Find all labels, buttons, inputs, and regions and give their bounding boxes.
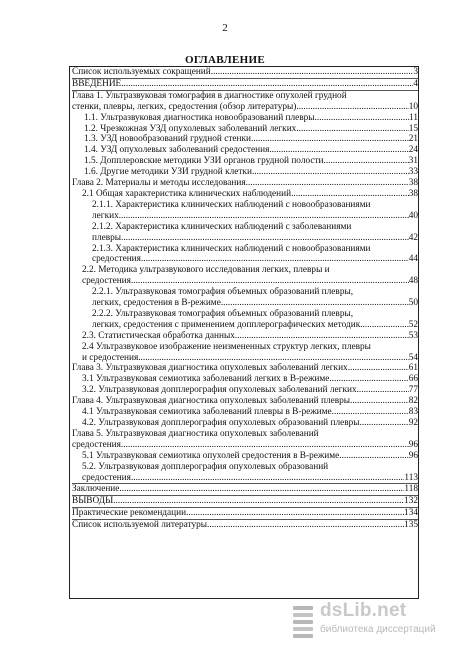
toc-entry [72, 113, 418, 124]
toc-entry [72, 222, 418, 244]
toc-entry [72, 67, 418, 78]
toc-entry-page: 53 [408, 330, 418, 341]
toc-entry-text: 4.1 Ультразвуковая семиотика заболеваний плевры в В-режиме [82, 407, 332, 418]
toc-entry-text: 2.2.2. Ультразвуковая томография объемных образований плевры, [92, 308, 354, 319]
toc-entry-text: 1.4. УЗД опухолевых заболеваний средостения [84, 145, 270, 156]
toc-entry [72, 385, 418, 396]
dot-leader [296, 102, 408, 113]
toc-entry [72, 363, 418, 374]
toc-entry-page: 82 [408, 396, 418, 407]
toc-entry-text: 5.2. Ультразвуковая допплерография опухолевых образований [82, 461, 329, 472]
toc-entry-page: 21 [408, 134, 418, 145]
toc-entry-text: Список используемых сокращений [72, 67, 211, 77]
toc-entry [72, 462, 418, 484]
toc-entry-text: Глава 1. Ультразвуковая томография в диагностике опухолей грудной [72, 90, 347, 101]
toc-entry [72, 78, 418, 90]
toc-entry-page: 61 [408, 363, 418, 374]
toc-entry-page: 83 [408, 407, 418, 418]
toc-entry-text: Глава 2. Материалы и методы исследования. [72, 178, 248, 189]
toc-entry-text: плевры [92, 232, 122, 243]
dslib-logo-icon [290, 602, 316, 642]
watermark [290, 600, 440, 644]
toc-entry [72, 178, 418, 189]
dot-leader [252, 167, 409, 178]
toc-entry-text: 2.2. Методика ультразвукового исследования легких, плевры и [82, 265, 330, 276]
table-of-contents [72, 67, 418, 531]
dot-leader [348, 363, 409, 374]
dot-leader [235, 331, 409, 342]
dot-leader [119, 484, 404, 495]
dot-leader [329, 374, 408, 385]
toc-entry [72, 287, 418, 309]
toc-entry-page: 10 [408, 101, 418, 112]
toc-entry [72, 507, 418, 519]
toc-entry [72, 483, 418, 495]
dot-leader [291, 189, 409, 200]
toc-entry-page: 11 [409, 112, 418, 123]
toc-entry-text: 3.2. Ультразвуковая допплерография опухолевых заболеваний легких [82, 385, 357, 396]
toc-entry-text: и средостения [82, 352, 139, 363]
dot-leader [221, 298, 409, 309]
dot-leader [131, 473, 404, 484]
toc-entry [72, 519, 418, 531]
toc-entry-text: Глава 5. Ультразвуковая диагностика опухолевых заболеваний [72, 428, 319, 439]
toc-entry-text: легких, средостения с применением допплерографических методик [92, 319, 361, 330]
toc-entry-page: 134 [404, 508, 418, 519]
toc-entry [72, 156, 418, 167]
watermark-site: dsLib.net [320, 600, 407, 621]
toc-entry-page: 118 [404, 484, 418, 495]
toc-entry-text: Глава 3. Ультразвуковая диагностика опухолевых заболеваний легких [72, 363, 348, 374]
toc-entry-page: 33 [408, 167, 418, 178]
toc-entry [72, 331, 418, 342]
dot-leader [269, 145, 408, 156]
toc-entry [72, 200, 418, 222]
page-number: 2 [222, 22, 228, 34]
toc-entry [72, 145, 418, 156]
dot-leader [360, 320, 408, 331]
watermark-tagline: библиотека диссертаций [320, 624, 436, 635]
toc-entry [72, 167, 418, 178]
toc-entry-text: ВЫВОДЫ [72, 496, 114, 507]
toc-entry-text: Практические рекомендации [72, 508, 187, 519]
toc-entry-text: средостения [92, 254, 141, 265]
dot-leader [360, 418, 409, 429]
toc-entry-page: 135 [404, 520, 418, 531]
toc-entry-text: 2.4 Ультразвуковое изображение неизмененных структур легких, плевры [82, 341, 371, 352]
toc-entry [72, 134, 418, 145]
toc-entry-page: 24 [408, 145, 418, 156]
toc-entry-page: 52 [408, 319, 418, 330]
toc-entry-text: Список используемой литературы [72, 520, 208, 531]
toc-entry-page: 3 [413, 67, 418, 77]
dot-leader [326, 156, 409, 167]
toc-entry-text: 5.1 Ультразвуковая семиотика опухолей средостения в В-режиме [82, 450, 340, 461]
dot-leader [357, 385, 409, 396]
toc-entry-text: 2.1.1. Характеристика клинических наблюдений с новообразованиями [92, 199, 371, 210]
toc-entry-page: 31 [408, 156, 418, 167]
toc-entry-text: 3.1 Ультразвуковая семиотика заболеваний легких в В-режиме [82, 374, 330, 385]
toc-entry-page: 42 [408, 232, 418, 243]
toc-entry-text: 2.1.3. Характеристика клинических наблюдений с новообразованиями [92, 243, 371, 254]
toc-entry-text: 1.3. УЗД новообразований грудной стенки [84, 134, 251, 145]
toc-entry-page: 92 [408, 418, 418, 428]
toc-entry-page: 66 [408, 374, 418, 385]
toc-entry-page: 50 [408, 298, 418, 309]
toc-entry-text: 1.5. Допплеровские методики УЗИ органов грудной полости. [84, 156, 326, 167]
dot-leader [350, 396, 409, 407]
toc-entry-page: 113 [404, 472, 418, 483]
toc-entry [72, 396, 418, 407]
toc-entry-page: 96 [408, 450, 418, 461]
dot-leader [121, 233, 409, 244]
toc-entry [72, 429, 418, 451]
dot-leader [121, 79, 413, 90]
dot-leader [207, 520, 404, 531]
toc-entry-page: 132 [404, 496, 418, 507]
toc-entry-text: 2.3. Статистическая обработка данных [82, 330, 235, 341]
dot-leader [339, 451, 408, 462]
dot-leader [248, 178, 409, 189]
dot-leader [119, 211, 409, 222]
toc-entry-page: 44 [408, 254, 418, 265]
dot-leader [296, 124, 408, 135]
toc-entry [72, 244, 418, 266]
toc-entry-page: 38 [408, 188, 418, 199]
toc-entry [72, 189, 418, 200]
toc-entry [72, 495, 418, 507]
toc-entry-page: 15 [408, 123, 418, 134]
toc-title: ОГЛАВЛЕНИЕ [185, 54, 265, 66]
toc-entry-text: 2.2.1. Ультразвуковая томография объемных образований плевры, [92, 287, 354, 298]
toc-entry [72, 407, 418, 418]
toc-entry-text: 1.1. Ультразвуковая диагностика новообразований плевры [84, 112, 315, 123]
toc-entry-text: легких, средостения в В-режиме [92, 298, 221, 309]
toc-entry-text: средостения [82, 472, 131, 483]
toc-entry-text: 2.1 Общая характеристика клинических наблюдений [82, 188, 292, 199]
toc-entry-text: 2.1.2. Характеристика клинических наблюдений с заболеваниями [92, 221, 352, 232]
toc-entry-page: 48 [408, 276, 418, 287]
toc-entry-text: Глава 4. Ультразвуковая диагностика опухолевых заболеваний плевры [72, 396, 350, 407]
toc-entry [72, 124, 418, 135]
toc-entry-page: 4 [413, 78, 418, 89]
dot-leader [123, 440, 408, 451]
toc-entry [72, 451, 418, 462]
dot-leader [113, 496, 404, 507]
toc-entry-text: 4.2. Ультразвуковая допплерография опухолевых образований плевры [82, 418, 360, 428]
toc-entry-text: легких [92, 210, 119, 221]
dot-leader [131, 276, 409, 287]
dot-leader [138, 353, 408, 364]
toc-entry-text: Заключение [72, 484, 120, 495]
toc-entry [72, 418, 418, 429]
toc-entry [72, 309, 418, 331]
toc-entry-text: 1.6. Другие методики УЗИ грудной клетки [84, 167, 252, 178]
dot-leader [186, 508, 404, 519]
toc-entry-text: средостения. [72, 439, 124, 450]
toc-entry [72, 374, 418, 385]
toc-entry-text: средостения [82, 276, 131, 287]
toc-entry-page: 96 [408, 439, 418, 450]
dot-leader [332, 407, 409, 418]
toc-entry [72, 265, 418, 287]
dot-leader [141, 254, 409, 265]
toc-entry-text: стенки, плевры, легких, средостения (обзор литературы) [72, 101, 297, 112]
toc-entry-page: 54 [408, 352, 418, 363]
toc-entry-page: 40 [408, 210, 418, 221]
toc-entry-page: 38 [408, 178, 418, 189]
dot-leader [211, 67, 414, 78]
toc-entry [72, 342, 418, 364]
toc-entry [72, 90, 418, 113]
toc-entry-page: 77 [408, 385, 418, 396]
dot-leader [315, 113, 410, 124]
toc-entry-text: 1.2. Чрезкожная УЗД опухолевых заболеваний легких [84, 123, 297, 134]
dot-leader [251, 134, 409, 145]
toc-entry-text: ВВЕДЕНИЕ [72, 78, 122, 89]
